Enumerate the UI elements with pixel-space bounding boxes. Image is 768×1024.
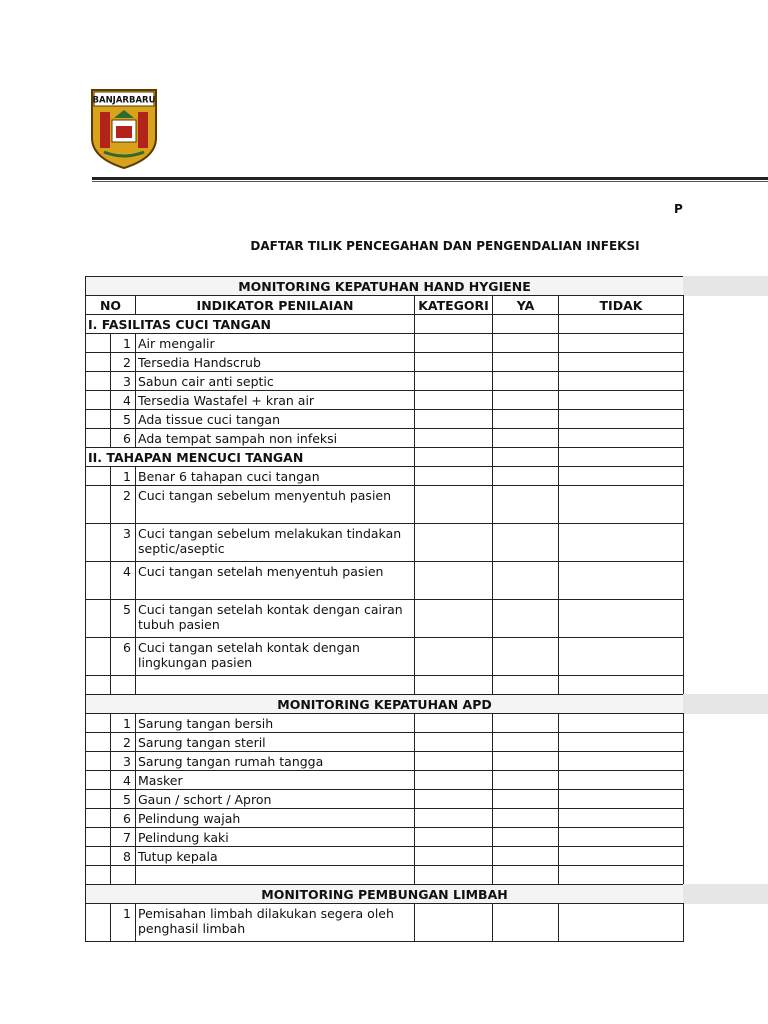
item-indicator: Air mengalir: [135, 333, 415, 353]
sheet-margin-shade: [683, 276, 768, 296]
ya-cell[interactable]: [492, 865, 559, 885]
kategori-cell[interactable]: [414, 485, 493, 524]
limbah-heading: [85, 884, 768, 904]
table-row: [85, 846, 768, 866]
ya-cell[interactable]: [492, 751, 559, 771]
item-indicator: Tutup kepala: [135, 846, 415, 866]
tidak-cell[interactable]: [558, 637, 684, 676]
table-row: [85, 371, 768, 391]
table-row: [85, 827, 768, 847]
kategori-cell[interactable]: [414, 314, 493, 334]
ya-cell[interactable]: [492, 390, 559, 410]
item-number: 6: [110, 428, 136, 448]
item-number: 6: [110, 637, 136, 676]
col-tidak: TIDAK: [558, 295, 684, 315]
blank-cell: [85, 409, 111, 429]
table-row: [85, 732, 768, 752]
ya-cell[interactable]: [492, 789, 559, 809]
tidak-cell[interactable]: [558, 561, 684, 600]
item-indicator: Tersedia Handscrub: [135, 352, 415, 372]
table-row: [85, 751, 768, 771]
hand-hygiene-heading: [85, 276, 768, 296]
tidak-cell[interactable]: [558, 371, 684, 391]
item-number: 1: [110, 466, 136, 486]
kategori-cell[interactable]: [414, 561, 493, 600]
item-number: 4: [110, 561, 136, 600]
blank-cell: [85, 466, 111, 486]
item-indicator: Tersedia Wastafel + kran air: [135, 390, 415, 410]
table-row: [85, 713, 768, 733]
kategori-cell[interactable]: [414, 637, 493, 676]
section-tahapan-cell: II. TAHAPAN MENCUCI TANGAN: [85, 447, 414, 467]
blank-cell: [85, 675, 111, 695]
ya-cell[interactable]: [492, 371, 559, 391]
item-indicator: Cuci tangan setelah menyentuh pasien: [135, 561, 415, 600]
table-row: [85, 637, 768, 676]
blank-cell: [85, 390, 111, 410]
tidak-cell[interactable]: [558, 390, 684, 410]
ya-cell[interactable]: [492, 675, 559, 695]
table-row: [85, 352, 768, 372]
tidak-cell[interactable]: [558, 865, 684, 885]
limbah-heading-cell: MONITORING PEMBUNGAN LIMBAH: [85, 884, 684, 904]
corner-label: P: [674, 202, 683, 216]
tidak-cell[interactable]: [558, 903, 684, 942]
item-number: 5: [110, 789, 136, 809]
item-number: 3: [110, 751, 136, 771]
tidak-cell[interactable]: [558, 314, 684, 334]
ya-cell[interactable]: [492, 827, 559, 847]
kategori-cell[interactable]: [414, 390, 493, 410]
tidak-cell[interactable]: [558, 846, 684, 866]
ya-cell[interactable]: [492, 770, 559, 790]
tidak-cell[interactable]: [558, 789, 684, 809]
ya-cell[interactable]: [492, 485, 559, 524]
blank-cell: [85, 371, 111, 391]
kategori-cell[interactable]: [414, 447, 493, 467]
ya-cell[interactable]: [492, 409, 559, 429]
blank-cell: [85, 333, 111, 353]
tidak-cell[interactable]: [558, 447, 684, 467]
table-row: [85, 485, 768, 524]
table-row: [85, 770, 768, 790]
kategori-cell[interactable]: [414, 903, 493, 942]
item-indicator: Pelindung wajah: [135, 808, 415, 828]
table-row: [85, 789, 768, 809]
item-indicator: Sabun cair anti septic: [135, 371, 415, 391]
blank-cell: [85, 732, 111, 752]
item-indicator: Benar 6 tahapan cuci tangan: [135, 466, 415, 486]
svg-text:BANJARBARU: BANJARBARU: [92, 95, 156, 106]
item-indicator: Cuci tangan sebelum melakukan tindakan septic/aseptic: [135, 523, 415, 562]
tidak-cell[interactable]: [558, 409, 684, 429]
kategori-cell[interactable]: [414, 333, 493, 353]
table-row: [85, 599, 768, 638]
item-number: 5: [110, 599, 136, 638]
tidak-cell[interactable]: [558, 713, 684, 733]
blank-cell: [85, 827, 111, 847]
ya-cell[interactable]: [492, 466, 559, 486]
col-ya: YA: [492, 295, 559, 315]
table-row: [85, 903, 768, 942]
ya-cell[interactable]: [492, 352, 559, 372]
kategori-cell[interactable]: [414, 371, 493, 391]
item-indicator: Pelindung kaki: [135, 827, 415, 847]
table-row: [85, 428, 768, 448]
item-number: [110, 675, 136, 695]
item-indicator: Cuci tangan sebelum menyentuh pasien: [135, 485, 415, 524]
item-number: 4: [110, 770, 136, 790]
apd-heading: [85, 694, 768, 714]
item-number: 2: [110, 352, 136, 372]
section-fasilitas: [85, 314, 768, 334]
ya-cell[interactable]: [492, 903, 559, 942]
ya-cell[interactable]: [492, 523, 559, 562]
tidak-cell[interactable]: [558, 352, 684, 372]
kategori-cell[interactable]: [414, 770, 493, 790]
kategori-cell[interactable]: [414, 599, 493, 638]
ya-cell[interactable]: [492, 713, 559, 733]
sheet-margin-shade: [683, 694, 768, 714]
apd-heading-cell: MONITORING KEPATUHAN APD: [85, 694, 684, 714]
kategori-cell[interactable]: [414, 789, 493, 809]
kategori-cell[interactable]: [414, 352, 493, 372]
kategori-cell[interactable]: [414, 808, 493, 828]
ya-cell[interactable]: [492, 428, 559, 448]
item-number: 4: [110, 390, 136, 410]
ya-cell[interactable]: [492, 447, 559, 467]
kategori-cell[interactable]: [414, 713, 493, 733]
kategori-cell[interactable]: [414, 428, 493, 448]
blank-cell: [85, 352, 111, 372]
kategori-cell[interactable]: [414, 732, 493, 752]
col-no-left: NO: [85, 295, 136, 315]
ya-cell[interactable]: [492, 808, 559, 828]
item-indicator: Ada tissue cuci tangan: [135, 409, 415, 429]
hand-hygiene-heading-cell: MONITORING KEPATUHAN HAND HYGIENE: [85, 276, 684, 296]
section-fasilitas-cell: I. FASILITAS CUCI TANGAN: [85, 314, 414, 334]
item-number: 5: [110, 409, 136, 429]
kategori-cell[interactable]: [414, 865, 493, 885]
sheet-margin-shade: [683, 884, 768, 904]
col-indikator: INDIKATOR PENILAIAN: [135, 295, 415, 315]
tidak-cell[interactable]: [558, 808, 684, 828]
blank-cell: [85, 751, 111, 771]
table-row: [85, 390, 768, 410]
ya-cell[interactable]: [492, 846, 559, 866]
table-row: [85, 808, 768, 828]
kategori-cell[interactable]: [414, 523, 493, 562]
item-number: 3: [110, 523, 136, 562]
table-row: [85, 409, 768, 429]
ya-cell[interactable]: [492, 637, 559, 676]
tidak-cell[interactable]: [558, 675, 684, 695]
item-indicator: Ada tempat sampah non infeksi: [135, 428, 415, 448]
tidak-cell[interactable]: [558, 751, 684, 771]
blank-cell: [85, 485, 111, 524]
tidak-cell[interactable]: [558, 599, 684, 638]
ya-cell[interactable]: [492, 599, 559, 638]
item-number: 8: [110, 846, 136, 866]
item-number: 2: [110, 732, 136, 752]
item-indicator: Masker: [135, 770, 415, 790]
kategori-cell[interactable]: [414, 409, 493, 429]
item-indicator: Gaun / schort / Apron: [135, 789, 415, 809]
blank-cell: [85, 637, 111, 676]
tidak-cell[interactable]: [558, 523, 684, 562]
ya-cell[interactable]: [492, 314, 559, 334]
tidak-cell[interactable]: [558, 333, 684, 353]
blank-cell: [85, 561, 111, 600]
item-indicator: Cuci tangan setelah kontak dengan lingkungan pasien: [135, 637, 415, 676]
item-number: 1: [110, 903, 136, 942]
tidak-cell[interactable]: [558, 732, 684, 752]
ya-cell[interactable]: [492, 732, 559, 752]
blank-cell: [85, 846, 111, 866]
item-number: 1: [110, 333, 136, 353]
col-kategori: KATEGORI: [414, 295, 493, 315]
blank-cell: [85, 428, 111, 448]
column-header-row: [85, 295, 768, 315]
item-number: [110, 865, 136, 885]
table-row: [85, 333, 768, 353]
tidak-cell[interactable]: [558, 466, 684, 486]
kategori-cell[interactable]: [414, 827, 493, 847]
kategori-cell[interactable]: [414, 675, 493, 695]
table-row: [85, 675, 768, 695]
item-indicator: Sarung tangan bersih: [135, 713, 415, 733]
table-row: [85, 466, 768, 486]
item-indicator: Pemisahan limbah dilakukan segera oleh penghasil limbah: [135, 903, 415, 942]
table-row: [85, 561, 768, 600]
ya-cell[interactable]: [492, 333, 559, 353]
blank-cell: [85, 523, 111, 562]
item-number: 7: [110, 827, 136, 847]
document-title-text: DAFTAR TILIK PENCEGAHAN DAN PENGENDALIAN INFEKSI: [250, 239, 640, 253]
item-number: 1: [110, 713, 136, 733]
kategori-cell[interactable]: [414, 466, 493, 486]
item-indicator: [135, 865, 415, 885]
kategori-cell[interactable]: [414, 846, 493, 866]
item-indicator: [135, 675, 415, 695]
blank-cell: [85, 865, 111, 885]
blank-cell: [85, 903, 111, 942]
item-indicator: Sarung tangan rumah tangga: [135, 751, 415, 771]
item-number: 2: [110, 485, 136, 524]
item-indicator: Sarung tangan steril: [135, 732, 415, 752]
blank-cell: [85, 789, 111, 809]
tidak-cell[interactable]: [558, 827, 684, 847]
item-indicator: Cuci tangan setelah kontak dengan cairan tubuh pasien: [135, 599, 415, 638]
blank-cell: [85, 713, 111, 733]
tidak-cell[interactable]: [558, 770, 684, 790]
tidak-cell[interactable]: [558, 485, 684, 524]
blank-cell: [85, 599, 111, 638]
kategori-cell[interactable]: [414, 751, 493, 771]
blank-cell: [85, 770, 111, 790]
tidak-cell[interactable]: [558, 428, 684, 448]
section-tahapan: [85, 447, 768, 467]
item-number: 3: [110, 371, 136, 391]
item-number: 6: [110, 808, 136, 828]
table-row: [85, 523, 768, 562]
ya-cell[interactable]: [492, 561, 559, 600]
blank-cell: [85, 808, 111, 828]
table-row: [85, 865, 768, 885]
